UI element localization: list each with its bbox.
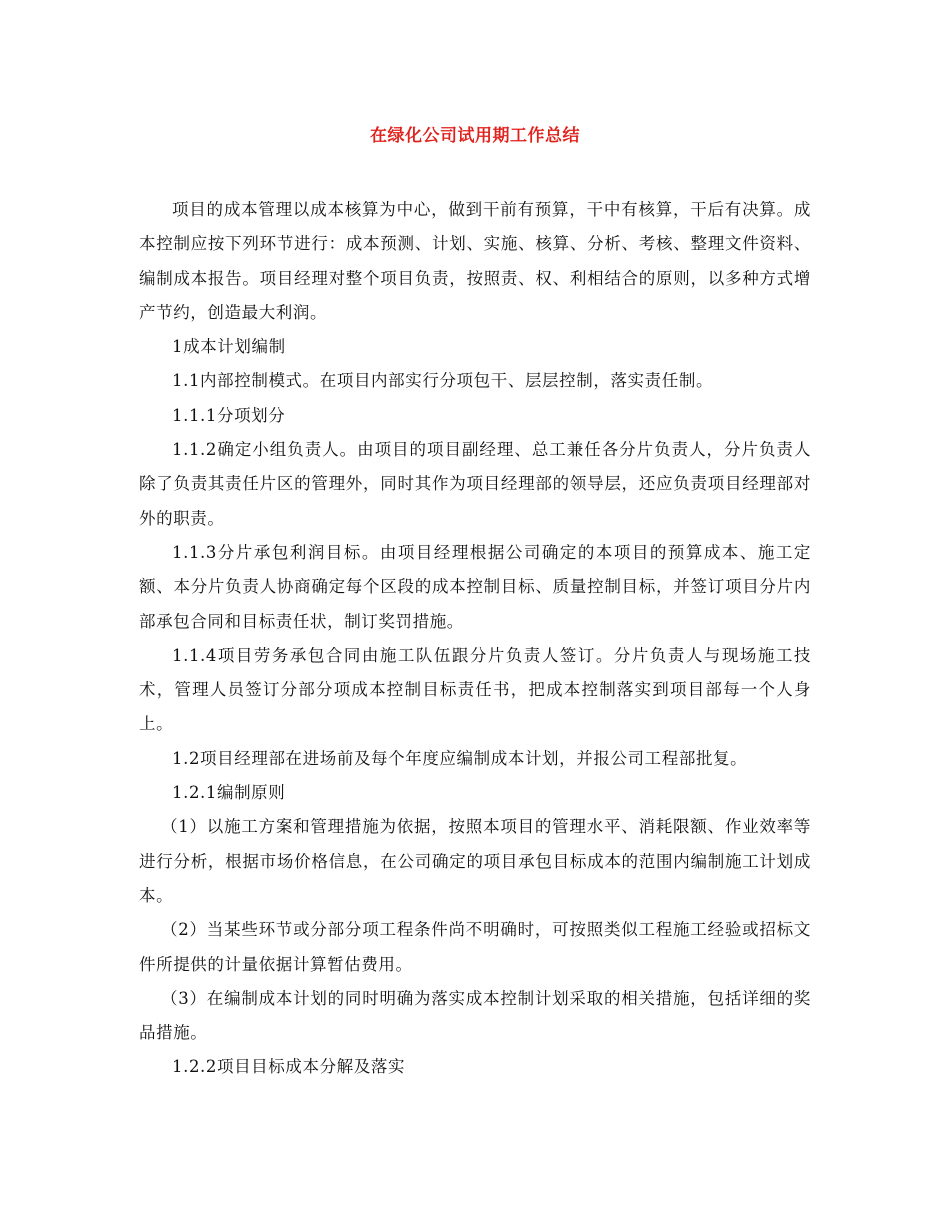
paragraph-profit-target: 1.1.3分片承包利润目标。由项目经理根据公司确定的本项目的预算成本、施工定额、本分片负责人协商确定每个区段的成本控制目标、质量控制目标，并签订项目分片内部承包合同和目标责任状，制订奖罚措施。	[139, 542, 811, 631]
paragraph-principle-1: （1）以施工方案和管理措施为依据，按照本项目的管理水平、消耗限额、作业效率等进行分析，根据市场价格信息，在公司确定的项目承包目标成本的范围内编制施工计划成本。	[139, 817, 811, 905]
paragraph-labor-contract: 1.1.4项目劳务承包合同由施工队伍跟分片负责人签订。分片负责人与现场施工技术，管理人员签订分部分项成本控制目标责任书，把成本控制落实到项目部每一个人身上。	[139, 645, 811, 734]
paragraph-internal-control: 1.1内部控制模式。在项目内部实行分项包干、层层控制，落实责任制。	[172, 371, 714, 391]
document-body	[139, 193, 811, 1085]
document-title: 在绿化公司试用期工作总结	[370, 126, 580, 146]
paragraph-principle-3: （3）在编制成本计划的同时明确为落实成本控制计划采取的相关措施，包括详细的奖品措施。	[139, 988, 811, 1043]
paragraph-intro: 项目的成本管理以成本核算为中心，做到干前有预算，干中有核算，干后有决算。成本控制应按下列环节进行：成本预测、计划、实施、核算、分析、考核、整理文件资料、编制成本报告。项目经理对整个项目负责，按照责、权、利相结合的原则，以多种方式增产节约，创造最大利润。	[139, 200, 811, 322]
heading-cost-plan: 1成本计划编制	[172, 337, 286, 357]
paragraph-team-leader: 1.1.2确定小组负责人。由项目的项目副经理、总工兼任各分片负责人，分片负责人除了负责其责任片区的管理外，同时其作为项目经理部的领导层，还应负责项目经理部对外的职责。	[139, 440, 811, 528]
heading-target-breakdown: 1.2.2项目目标成本分解及落实	[172, 1057, 406, 1077]
heading-principles: 1.2.1编制原则	[172, 783, 286, 803]
paragraph-principle-2: （2）当某些环节或分部分项工程条件尚不明确时，可按照类似工程施工经验或招标文件所提供的计量依据计算暂估费用。	[139, 920, 811, 974]
paragraph-annual-plan: 1.2项目经理部在进场前及每个年度应编制成本计划，并报公司工程部批复。	[172, 748, 748, 768]
heading-item-division: 1.1.1分项划分	[172, 405, 286, 425]
